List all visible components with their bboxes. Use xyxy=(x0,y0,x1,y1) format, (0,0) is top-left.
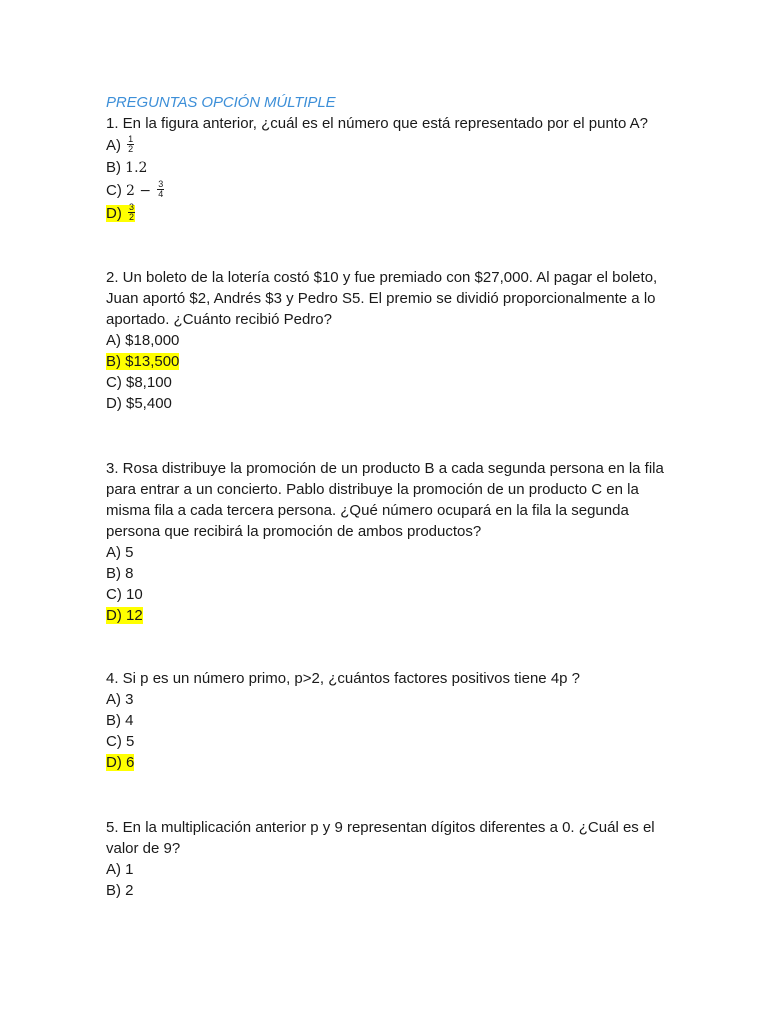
q2-option-a: A) $18,000 xyxy=(106,332,180,349)
q4-option-c: C) 5 xyxy=(106,733,135,750)
fraction-numerator: 3 xyxy=(158,178,164,189)
q2-option-c: C) $8,100 xyxy=(106,374,172,391)
q5-option-b: B) 2 xyxy=(106,882,134,899)
option-label: A) xyxy=(106,137,121,154)
q3-option-b: B) 8 xyxy=(106,565,134,582)
question-4-text: 4. Si p es un número primo, p>2, ¿cuántos factores positivos tiene 4p ? xyxy=(106,670,581,687)
fraction xyxy=(128,203,135,222)
option-label: B) xyxy=(106,159,121,176)
q5-option-a: A) 1 xyxy=(106,861,134,878)
fraction-denominator: 2 xyxy=(128,143,134,154)
option-prefix: 2 − xyxy=(126,183,152,199)
q4-option-b: B) 4 xyxy=(106,712,134,729)
option-label: C) xyxy=(106,182,122,199)
fraction xyxy=(127,135,134,154)
question-1-text: 1. En la figura anterior, ¿cuál es el número que está representado por el punto A? xyxy=(106,115,649,132)
highlighted-answer: D) 6 xyxy=(106,754,135,771)
q1-option-c xyxy=(106,179,686,202)
fraction-denominator: 2 xyxy=(129,211,135,222)
question-2-text: 2. Un boleto de la lotería costó $10 y fue premiado con $27,000. Al pagar el boleto, Juan aportó $2, Andrés $3 y Pedro S5. El premio se dividió proporcionalmente a lo aportado. ¿Cuánto recibió Pedro? xyxy=(106,269,658,328)
document-page xyxy=(106,90,686,901)
question-3-text: 3. Rosa distribuye la promoción de un producto B a cada segunda persona en la fila para entrar a un concierto. Pablo distribuye la promoción de un producto C en la misma fila a cada tercera persona. ¿Qué número ocupará en la fila la segunda persona que recibirá la promoción de ambos productos? xyxy=(106,460,664,540)
q3-option-c: C) 10 xyxy=(106,586,143,603)
question-5-text: 5. En la multiplicación anterior p y 9 representan dígitos diferentes a 0. ¿Cuál es el valor de 9? xyxy=(106,819,655,857)
q3-option-d xyxy=(106,605,686,626)
fraction-numerator: 3 xyxy=(129,201,135,212)
highlighted-answer xyxy=(106,201,135,222)
q4-option-d xyxy=(106,752,686,773)
fraction-numerator: 1 xyxy=(128,133,134,144)
q1-option-a xyxy=(106,134,686,157)
section-heading: PREGUNTAS OPCIÓN MÚLTIPLE xyxy=(106,94,336,111)
q2-option-d: D) $5,400 xyxy=(106,395,172,412)
fraction-denominator: 4 xyxy=(158,188,164,199)
highlighted-answer: B) $13,500 xyxy=(106,353,180,370)
q4-option-a: A) 3 xyxy=(106,691,134,708)
q3-option-a: A) 5 xyxy=(106,544,134,561)
q1-option-b xyxy=(106,157,686,179)
option-value: 1.2 xyxy=(125,160,148,176)
fraction xyxy=(157,180,164,199)
highlighted-answer: D) 12 xyxy=(106,607,143,624)
q1-option-d xyxy=(106,202,686,225)
q2-option-b xyxy=(106,351,686,372)
option-label: D) xyxy=(106,205,122,222)
